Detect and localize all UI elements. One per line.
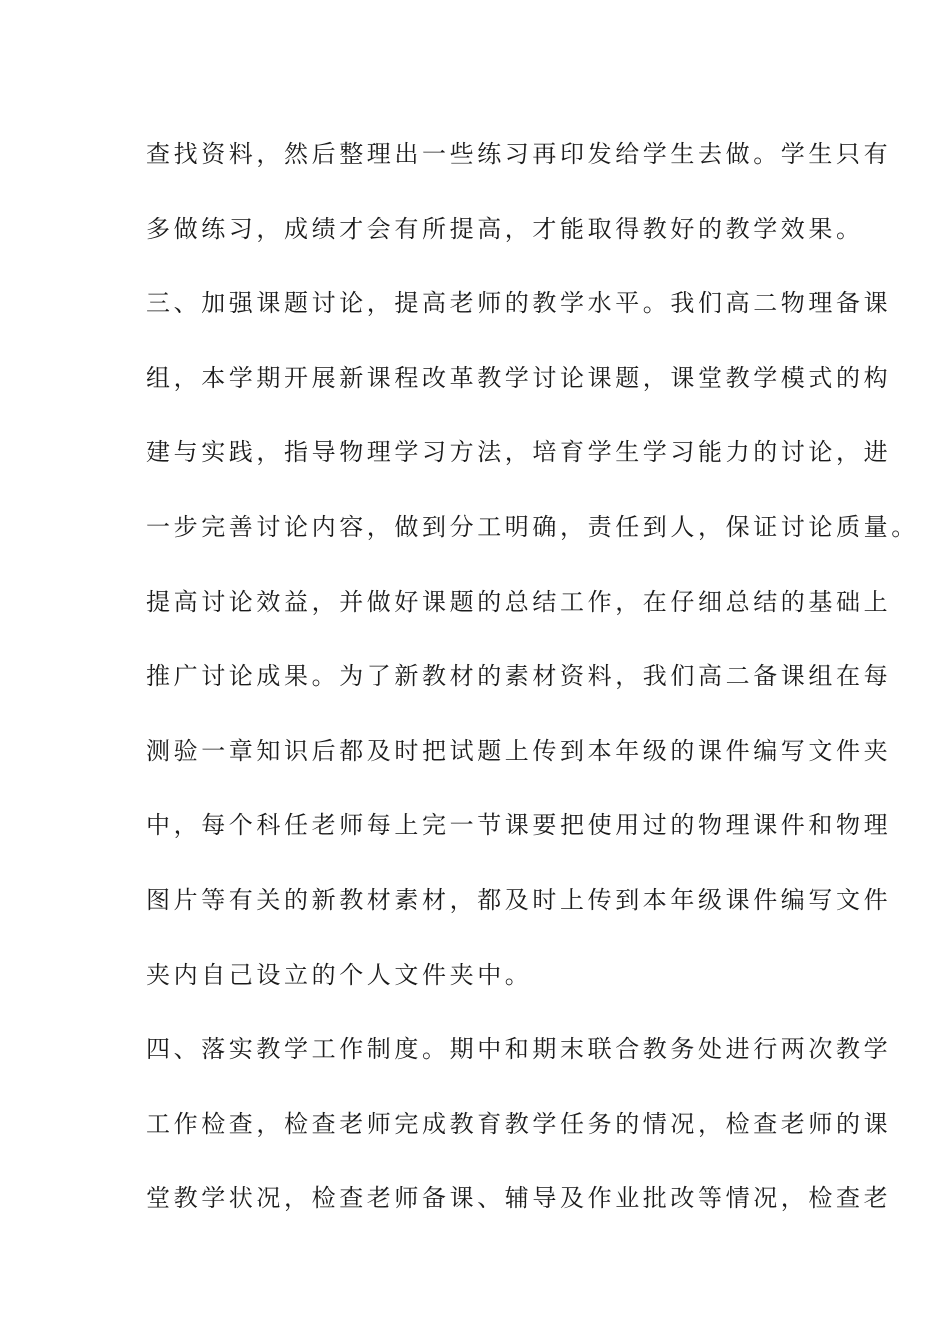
text-line: 中，每个科任老师每上完一节课要把使用过的物理课件和物理 bbox=[146, 811, 892, 840]
text-line: 查找资料，然后整理出一些练习再印发给学生去做。学生只有 bbox=[146, 140, 892, 168]
text-line: 提高讨论效益，并做好课题的总结工作，在仔细总结的基础上 bbox=[146, 587, 892, 616]
text-line: 建与实践，指导物理学习方法，培育学生学习能力的讨论，进 bbox=[146, 438, 892, 467]
text-line: 一步完善讨论内容，做到分工明确，责任到人，保证讨论质量。 bbox=[146, 512, 919, 541]
text-line: 推广讨论成果。为了新教材的素材资料，我们高二备课组在每 bbox=[146, 662, 892, 691]
text-line: 工作检查，检查老师完成教育教学任务的情况，检查老师的课 bbox=[146, 1109, 892, 1138]
document-body bbox=[146, 132, 919, 1251]
text-line: 图片等有关的新教材素材，都及时上传到本年级课件编写文件 bbox=[146, 885, 892, 914]
text-line: 四、落实教学工作制度。期中和期末联合教务处进行两次教学 bbox=[146, 1035, 892, 1064]
text-line: 测验一章知识后都及时把试题上传到本年级的课件编写文件夹 bbox=[146, 736, 892, 765]
text-line: 堂教学状况，检查老师备课、辅导及作业批改等情况，检查老 bbox=[146, 1184, 892, 1213]
text-line: 多做练习，成绩才会有所提高，才能取得教好的教学效果。 bbox=[146, 214, 864, 243]
text-line: 组，本学期开展新课程改革教学讨论课题，课堂教学模式的构 bbox=[146, 363, 892, 392]
text-line: 夹内自己设立的个人文件夹中。 bbox=[146, 960, 533, 989]
text-line: 三、加强课题讨论，提高老师的教学水平。我们高二物理备课 bbox=[146, 289, 892, 318]
